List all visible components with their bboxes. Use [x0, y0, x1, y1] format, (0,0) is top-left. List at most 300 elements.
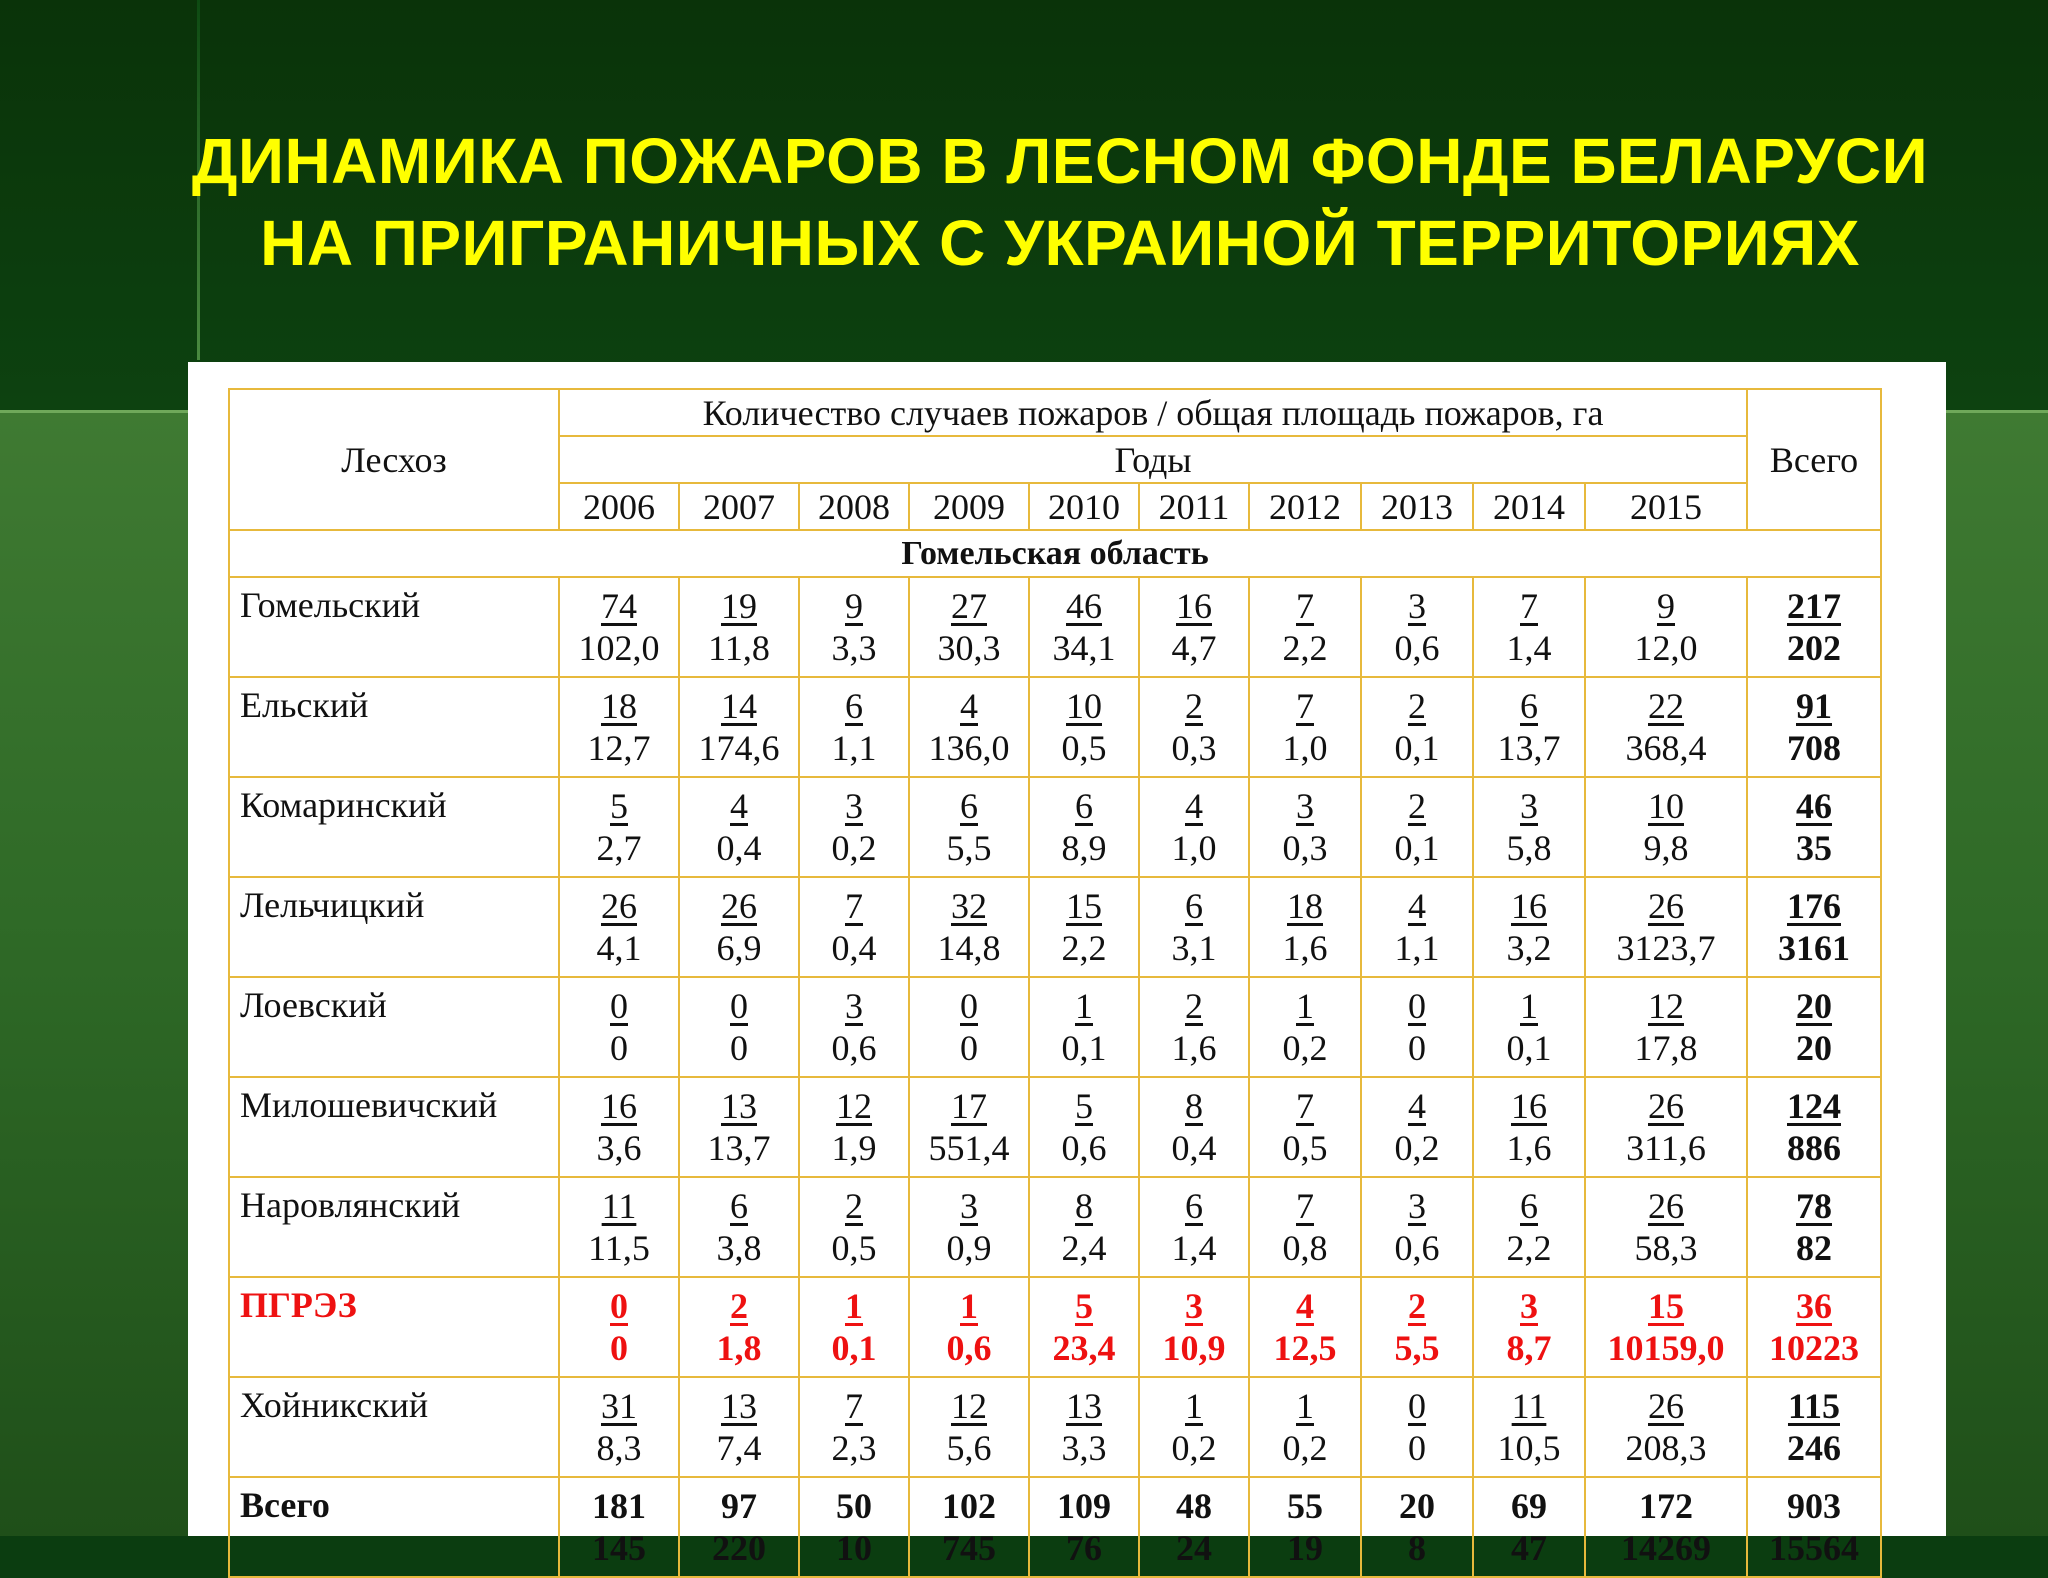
fire-count: 10 [1066, 686, 1102, 726]
fire-count: 32 [951, 886, 987, 926]
fire-area: 82 [1796, 1228, 1832, 1268]
fire-count: 36 [1796, 1286, 1832, 1326]
table-cell [1361, 777, 1473, 877]
fire-area: 1,1 [1394, 928, 1440, 968]
fire-count: 6 [960, 786, 978, 826]
fire-statistics-table [228, 388, 1882, 1578]
table-cell [909, 1477, 1029, 1577]
table-cell [1361, 1277, 1473, 1377]
fire-count: 20 [1399, 1486, 1435, 1526]
fire-count: 2 [1185, 686, 1203, 726]
table-cell [1249, 1377, 1361, 1477]
fire-area: 3161 [1778, 928, 1850, 968]
slide-title [120, 120, 2000, 284]
table-cell [1473, 877, 1585, 977]
fire-area: 3,8 [716, 1228, 762, 1268]
fire-count: 13 [1066, 1386, 1102, 1426]
table-cell [1747, 1477, 1881, 1577]
fire-area: 208,3 [1625, 1428, 1707, 1468]
fire-area: 0,6 [831, 1028, 877, 1068]
table-cell [1585, 577, 1747, 677]
table-cell [1249, 1277, 1361, 1377]
fire-count: 3 [1520, 786, 1538, 826]
fire-count: 15 [1648, 1286, 1684, 1326]
fire-area: 0,2 [1394, 1128, 1440, 1168]
table-row [229, 877, 1881, 977]
table-cell [679, 577, 799, 677]
fire-area: 2,3 [831, 1428, 877, 1468]
fire-count: 3 [1520, 1286, 1538, 1326]
table-cell [1361, 577, 1473, 677]
fire-count: 0 [960, 986, 978, 1026]
table-cell [559, 1277, 679, 1377]
table-cell [679, 1477, 799, 1577]
fire-count: 102 [942, 1486, 996, 1526]
slide-title-line-1: ДИНАМИКА ПОЖАРОВ В ЛЕСНОМ ФОНДЕ БЕЛАРУСИ [191, 125, 1929, 197]
table-cell [799, 677, 909, 777]
fire-count: 16 [601, 1086, 637, 1126]
table-cell [559, 877, 679, 977]
fire-area: 0,8 [1282, 1228, 1328, 1268]
table-cell [799, 977, 909, 1077]
fire-count: 0 [610, 1286, 628, 1326]
fire-count: 1 [1520, 986, 1538, 1026]
fire-area: 220 [712, 1528, 766, 1568]
table-cell [559, 1177, 679, 1277]
fire-area: 12,5 [1273, 1328, 1337, 1368]
table-row [229, 977, 1881, 1077]
fire-count: 1 [960, 1286, 978, 1326]
table-cell [679, 777, 799, 877]
fire-count: 9 [1657, 586, 1675, 626]
fire-count: 16 [1176, 586, 1212, 626]
table-cell [1585, 1177, 1747, 1277]
fire-area: 0,4 [716, 828, 762, 868]
fire-count: 2 [1408, 786, 1426, 826]
fire-area: 9,8 [1643, 828, 1689, 868]
fire-area: 8,9 [1061, 828, 1107, 868]
table-cell [1029, 1277, 1139, 1377]
table-cell [1139, 877, 1249, 977]
fire-count: 181 [592, 1486, 646, 1526]
fire-count: 5 [1075, 1286, 1093, 1326]
fire-count: 74 [601, 586, 637, 626]
fire-area: 13,7 [1497, 728, 1561, 768]
table-row [229, 1377, 1881, 1477]
fire-area: 1,0 [1282, 728, 1328, 768]
fire-area: 745 [942, 1528, 996, 1568]
fire-area: 7,4 [716, 1428, 762, 1468]
table-cell [559, 577, 679, 677]
table-cell [679, 877, 799, 977]
fire-count: 6 [730, 1186, 748, 1226]
row-name: Наровлянский [229, 1177, 559, 1277]
fire-area: 1,0 [1171, 828, 1217, 868]
fire-count: 26 [601, 886, 637, 926]
fire-count: 78 [1796, 1186, 1832, 1226]
table-cell [909, 1377, 1029, 1477]
table-cell [679, 977, 799, 1077]
table-cell [1139, 1077, 1249, 1177]
fire-count: 26 [1648, 1086, 1684, 1126]
fire-count: 7 [1296, 586, 1314, 626]
fire-count: 7 [1296, 686, 1314, 726]
fire-area: 1,6 [1171, 1028, 1217, 1068]
table-cell [1249, 1477, 1361, 1577]
fire-count: 172 [1639, 1486, 1693, 1526]
table-cell [1473, 577, 1585, 677]
header-year-2014: 2014 [1473, 483, 1585, 530]
table-cell [799, 1277, 909, 1377]
fire-count: 3 [1408, 1186, 1426, 1226]
fire-area: 4,1 [596, 928, 642, 968]
fire-area: 0,6 [1394, 628, 1440, 668]
fire-count: 0 [730, 986, 748, 1026]
fire-count: 0 [1408, 1386, 1426, 1426]
fire-area: 1,6 [1282, 928, 1328, 968]
fire-count: 48 [1176, 1486, 1212, 1526]
table-cell [559, 777, 679, 877]
table-cell [909, 977, 1029, 1077]
table-cell [1747, 777, 1881, 877]
table-cell [1029, 1177, 1139, 1277]
fire-area: 246 [1787, 1428, 1841, 1468]
fire-count: 11 [601, 1186, 637, 1226]
table-cell [1029, 877, 1139, 977]
table-cell [1747, 977, 1881, 1077]
fire-area: 14269 [1621, 1528, 1711, 1568]
table-cell [1139, 977, 1249, 1077]
fire-area: 20 [1796, 1028, 1832, 1068]
fire-count: 4 [1408, 1086, 1426, 1126]
fire-area: 174,6 [698, 728, 780, 768]
table-cell [1249, 977, 1361, 1077]
fire-count: 26 [1648, 886, 1684, 926]
table-cell [1249, 677, 1361, 777]
fire-area: 0,4 [1171, 1128, 1217, 1168]
fire-area: 10,5 [1497, 1428, 1561, 1468]
row-name: Лельчицкий [229, 877, 559, 977]
fire-count: 27 [951, 586, 987, 626]
fire-area: 0,1 [1061, 1028, 1107, 1068]
row-name: ПГРЭЗ [229, 1277, 559, 1377]
table-cell [1473, 1177, 1585, 1277]
fire-area: 311,6 [1626, 1128, 1706, 1168]
fire-area: 12,7 [587, 728, 651, 768]
fire-area: 0,2 [1282, 1028, 1328, 1068]
fire-area: 886 [1787, 1128, 1841, 1168]
header-total: Всего [1747, 389, 1881, 530]
fire-area: 17,8 [1634, 1028, 1698, 1068]
table-cell [799, 577, 909, 677]
table-cell [1139, 677, 1249, 777]
fire-area: 368,4 [1625, 728, 1707, 768]
fire-count: 3 [1408, 586, 1426, 626]
fire-area: 5,5 [946, 828, 992, 868]
fire-area: 0,1 [1506, 1028, 1552, 1068]
table-cell [1139, 777, 1249, 877]
fire-area: 4,7 [1171, 628, 1217, 668]
fire-area: 2,2 [1061, 928, 1107, 968]
table-cell [1747, 1177, 1881, 1277]
fire-area: 0,6 [1061, 1128, 1107, 1168]
fire-area: 15564 [1769, 1528, 1859, 1568]
table-cell [799, 777, 909, 877]
fire-count: 1 [1075, 986, 1093, 1026]
fire-area: 23,4 [1052, 1328, 1116, 1368]
table-cell [559, 977, 679, 1077]
table-cell [1473, 1277, 1585, 1377]
fire-area: 3123,7 [1616, 928, 1716, 968]
fire-area: 11,5 [588, 1228, 650, 1268]
fire-area: 13,7 [707, 1128, 771, 1168]
table-cell [1747, 677, 1881, 777]
fire-area: 0,3 [1282, 828, 1328, 868]
table-cell [1473, 977, 1585, 1077]
fire-area: 6,9 [716, 928, 762, 968]
fire-area: 47 [1511, 1528, 1547, 1568]
table-cell [1747, 1077, 1881, 1177]
row-name: Ельский [229, 677, 559, 777]
table-cell [1747, 1277, 1881, 1377]
fire-area: 8,7 [1506, 1328, 1552, 1368]
table-cell [679, 1277, 799, 1377]
table-cell [1585, 1277, 1747, 1377]
fire-count: 217 [1787, 586, 1841, 626]
fire-count: 109 [1057, 1486, 1111, 1526]
table-row [229, 1277, 1881, 1377]
fire-count: 26 [721, 886, 757, 926]
fire-count: 69 [1511, 1486, 1547, 1526]
table-cell [1249, 777, 1361, 877]
table-cell [799, 1477, 909, 1577]
fire-area: 0,6 [946, 1328, 992, 1368]
fire-count: 12 [836, 1086, 872, 1126]
fire-area: 2,4 [1061, 1228, 1107, 1268]
fire-count: 22 [1648, 686, 1684, 726]
fire-count: 5 [1075, 1086, 1093, 1126]
table-cell [909, 877, 1029, 977]
fire-area: 0,2 [1282, 1428, 1328, 1468]
fire-count: 18 [601, 686, 637, 726]
table-cell [559, 1077, 679, 1177]
table-cell [1747, 877, 1881, 977]
fire-count: 4 [1185, 786, 1203, 826]
table-cell [559, 677, 679, 777]
row-name: Милошевичский [229, 1077, 559, 1177]
fire-count: 7 [845, 886, 863, 926]
fire-count: 13 [721, 1086, 757, 1126]
table-cell [1139, 1277, 1249, 1377]
fire-area: 0,5 [1282, 1128, 1328, 1168]
table-cell [909, 577, 1029, 677]
fire-area: 202 [1787, 628, 1841, 668]
fire-area: 3,1 [1171, 928, 1217, 968]
fire-area: 1,8 [716, 1328, 762, 1368]
fire-area: 0 [1408, 1028, 1426, 1068]
fire-area: 14,8 [937, 928, 1001, 968]
fire-area: 0,4 [831, 928, 877, 968]
fire-count: 115 [1787, 1386, 1840, 1426]
table-cell [1361, 677, 1473, 777]
header-year-2015: 2015 [1585, 483, 1747, 530]
fire-count: 17 [951, 1086, 987, 1126]
fire-count: 3 [1185, 1286, 1203, 1326]
fire-area: 0 [1408, 1428, 1426, 1468]
table-cell [1139, 1477, 1249, 1577]
fire-count: 18 [1287, 886, 1323, 926]
table-cell [909, 777, 1029, 877]
row-name: Хойникский [229, 1377, 559, 1477]
header-years: Годы [559, 436, 1747, 483]
header-year-2006: 2006 [559, 483, 679, 530]
fire-area: 0,5 [1061, 728, 1107, 768]
fire-count: 14 [721, 686, 757, 726]
fire-area: 76 [1066, 1528, 1102, 1568]
fire-area: 8,3 [596, 1428, 642, 1468]
fire-area: 5,5 [1394, 1328, 1440, 1368]
section-gomel-region: Гомельская область [229, 530, 1881, 577]
fire-area: 3,3 [1061, 1428, 1107, 1468]
table-cell [1029, 777, 1139, 877]
header-year-2012: 2012 [1249, 483, 1361, 530]
table-cell [1473, 1077, 1585, 1177]
table-cell [1029, 677, 1139, 777]
table-cell [1029, 1377, 1139, 1477]
fire-count: 31 [601, 1386, 637, 1426]
fire-count: 6 [845, 686, 863, 726]
fire-count: 1 [1296, 986, 1314, 1026]
table-cell [1361, 1177, 1473, 1277]
fire-area: 0,1 [831, 1328, 877, 1368]
row-name: Всего [229, 1477, 559, 1577]
table-cell [1361, 977, 1473, 1077]
fire-count: 124 [1787, 1086, 1841, 1126]
table-cell [799, 877, 909, 977]
fire-area: 10223 [1769, 1328, 1859, 1368]
table-cell [1361, 1077, 1473, 1177]
fire-count: 46 [1796, 786, 1832, 826]
fire-count: 0 [610, 986, 628, 1026]
fire-count: 7 [1296, 1186, 1314, 1226]
fire-area: 708 [1787, 728, 1841, 768]
fire-area: 0,2 [1171, 1428, 1217, 1468]
table-cell [1249, 1077, 1361, 1177]
fire-area: 2,2 [1506, 1228, 1552, 1268]
table-cell [1139, 1377, 1249, 1477]
table-cell [1361, 1477, 1473, 1577]
fire-count: 2 [1185, 986, 1203, 1026]
fire-count: 3 [845, 786, 863, 826]
table-row [229, 777, 1881, 877]
fire-area: 0 [730, 1028, 748, 1068]
fire-count: 6 [1520, 686, 1538, 726]
fire-area: 35 [1796, 828, 1832, 868]
fire-count: 5 [610, 786, 628, 826]
fire-area: 1,9 [831, 1128, 877, 1168]
fire-area: 1,4 [1171, 1228, 1217, 1268]
table-cell [679, 677, 799, 777]
fire-count: 3 [845, 986, 863, 1026]
table-cell [1139, 577, 1249, 677]
fire-area: 19 [1287, 1528, 1323, 1568]
fire-count: 8 [1075, 1186, 1093, 1226]
fire-area: 0,9 [946, 1228, 992, 1268]
fire-area: 145 [592, 1528, 646, 1568]
table-cell [909, 677, 1029, 777]
header-fire-count-area: Количество случаев пожаров / общая площадь пожаров, га [559, 389, 1747, 436]
fire-area: 10 [836, 1528, 872, 1568]
fire-area: 102,0 [578, 628, 660, 668]
fire-count: 3 [960, 1186, 978, 1226]
fire-area: 0,5 [831, 1228, 877, 1268]
table-cell [1585, 1477, 1747, 1577]
table-cell [799, 1077, 909, 1177]
table-row [229, 577, 1881, 677]
table-row [229, 1077, 1881, 1177]
fire-area: 0 [960, 1028, 978, 1068]
header-year-2009: 2009 [909, 483, 1029, 530]
table-cell [559, 1377, 679, 1477]
fire-count: 16 [1511, 1086, 1547, 1126]
table-cell [1473, 1377, 1585, 1477]
fire-area: 12,0 [1634, 628, 1698, 668]
table-cell [679, 1077, 799, 1177]
fire-count: 26 [1648, 1386, 1684, 1426]
fire-count: 176 [1787, 886, 1841, 926]
fire-area: 11,8 [708, 628, 770, 668]
fire-count: 2 [730, 1286, 748, 1326]
table-cell [1029, 1077, 1139, 1177]
fire-area: 0,1 [1394, 828, 1440, 868]
fire-count: 13 [721, 1386, 757, 1426]
fire-area: 10159,0 [1607, 1328, 1725, 1368]
table-cell [1585, 977, 1747, 1077]
fire-count: 1 [1185, 1386, 1203, 1426]
fire-count: 6 [1185, 1186, 1203, 1226]
header-year-2008: 2008 [799, 483, 909, 530]
fire-count: 26 [1648, 1186, 1684, 1226]
table-cell [1029, 577, 1139, 677]
fire-count: 4 [730, 786, 748, 826]
fire-count: 6 [1520, 1186, 1538, 1226]
fire-area: 2,7 [596, 828, 642, 868]
table-cell [1249, 577, 1361, 677]
fire-area: 1,1 [831, 728, 877, 768]
fire-count: 4 [1296, 1286, 1314, 1326]
table-cell [1249, 877, 1361, 977]
table-cell [1585, 1077, 1747, 1177]
fire-count: 19 [721, 586, 757, 626]
fire-count: 9 [845, 586, 863, 626]
slide-title-line-2: НА ПРИГРАНИЧНЫХ С УКРАИНОЙ ТЕРРИТОРИЯХ [260, 207, 1860, 279]
fire-count: 46 [1066, 586, 1102, 626]
table-row [229, 1477, 1881, 1577]
fire-count: 7 [1520, 586, 1538, 626]
header-year-2010: 2010 [1029, 483, 1139, 530]
fire-area: 551,4 [928, 1128, 1010, 1168]
fire-area: 34,1 [1052, 628, 1116, 668]
table-cell [1029, 977, 1139, 1077]
fire-count: 11 [1511, 1386, 1547, 1426]
table-cell [1249, 1177, 1361, 1277]
table-cell [1473, 677, 1585, 777]
fire-area: 5,8 [1506, 828, 1552, 868]
fire-area: 0 [610, 1328, 628, 1368]
table-cell [909, 1077, 1029, 1177]
fire-count: 0 [1408, 986, 1426, 1026]
row-name: Лоевский [229, 977, 559, 1077]
